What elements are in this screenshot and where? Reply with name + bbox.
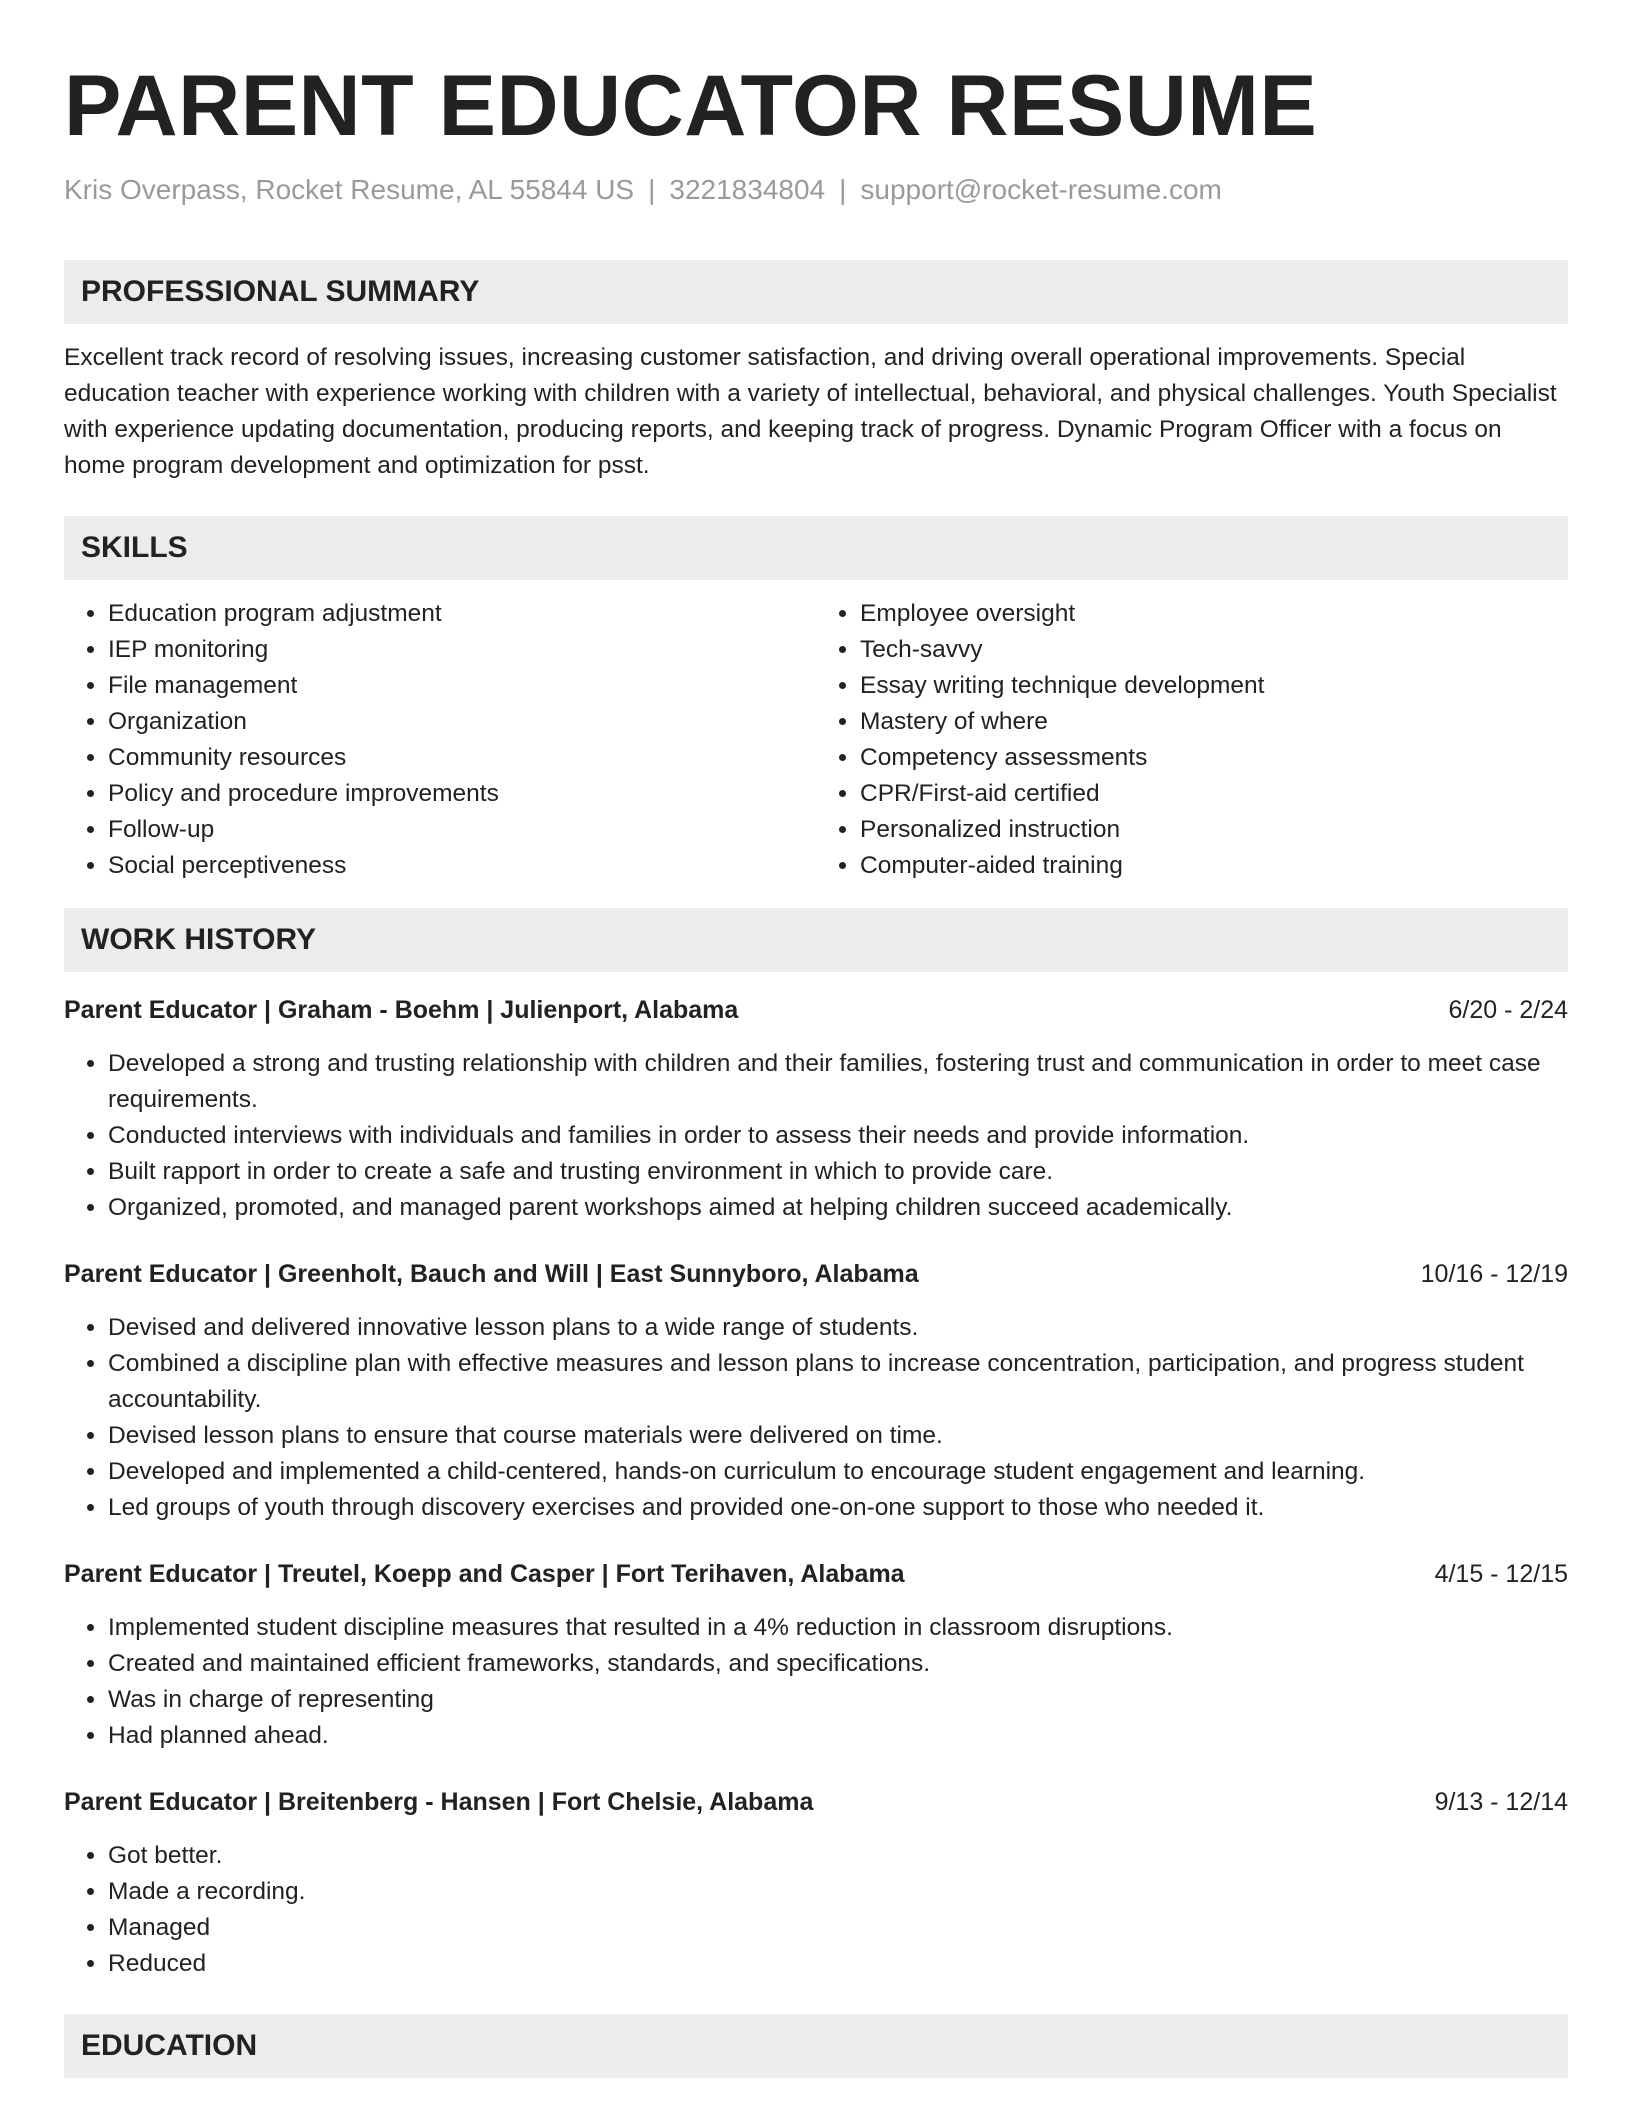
professional-summary-text: Excellent track record of resolving issues, increasing customer satisfaction, and driving overall operational improvements. Special education teacher with experience working with children with a variety of intellectual, behavioral, and physical challenges. Youth Specialist with experience updating documentation, producing reports, and keeping track of progress. Dynamic Program Officer with a focus on home program development and optimization for psst. [64, 344, 1557, 479]
job-bullet: • Built rapport in order to create a safe and trusting environment in which to provide care. [108, 1154, 1568, 1190]
skill-item: • Social perceptiveness [108, 848, 816, 884]
contact-email: support@rocket-resume.com [860, 174, 1222, 205]
skill-item: • File management [108, 668, 816, 704]
job-bullets [64, 1310, 1568, 1526]
job-bullet: • Devised lesson plans to ensure that course materials were delivered on time. [108, 1418, 1568, 1454]
job-dates: 10/16 - 12/19 [1420, 1260, 1568, 1288]
job-bullet: • Made a recording. [108, 1874, 1568, 1910]
job-header [64, 1784, 1568, 1820]
job-bullet: • Devised and delivered innovative lesson plans to a wide range of students. [108, 1310, 1568, 1346]
job-entry [64, 1556, 1568, 1754]
job-entry [64, 992, 1568, 1226]
job-dates: 9/13 - 12/14 [1434, 1788, 1568, 1816]
job-bullet: • Organized, promoted, and managed parent workshops aimed at helping children succeed academically. [108, 1190, 1568, 1226]
job-bullet: • Implemented student discipline measures that resulted in a 4% reduction in classroom disruptions. [108, 1610, 1568, 1646]
job-title: Parent Educator | Graham - Boehm | Julienport, Alabama [64, 996, 739, 1024]
skill-item: • Follow-up [108, 812, 816, 848]
resume-title: PARENT EDUCATOR RESUME [64, 58, 1318, 154]
contact-line [64, 170, 1568, 210]
job-title: Parent Educator | Breitenberg - Hansen | Fort Chelsie, Alabama [64, 1788, 814, 1816]
job-bullet: • Got better. [108, 1838, 1568, 1874]
contact-address: Kris Overpass, Rocket Resume, AL 55844 US [64, 174, 635, 205]
job-dates: 4/15 - 12/15 [1434, 1560, 1568, 1588]
job-bullet: • Had planned ahead. [108, 1718, 1568, 1754]
job-bullets [64, 1610, 1568, 1754]
job-header [64, 1256, 1568, 1292]
job-header [64, 992, 1568, 1028]
job-bullets [64, 1046, 1568, 1226]
skill-item: • Tech-savvy [860, 632, 1568, 668]
skills-heading: SKILLS [64, 516, 1568, 580]
job-header [64, 1556, 1568, 1592]
skill-item: • Mastery of where [860, 704, 1568, 740]
skill-item: • Organization [108, 704, 816, 740]
work-history-heading: WORK HISTORY [64, 908, 1568, 972]
job-entry [64, 1256, 1568, 1526]
skill-item: • Community resources [108, 740, 816, 776]
job-bullet: • Developed a strong and trusting relationship with children and their families, fostering trust and communication in order to meet case requirements. [108, 1046, 1568, 1118]
skill-item: • CPR/First-aid certified [860, 776, 1568, 812]
job-entry [64, 1784, 1568, 1982]
job-bullet: • Reduced [108, 1946, 1568, 1982]
job-title: Parent Educator | Greenholt, Bauch and Will | East Sunnyboro, Alabama [64, 1260, 919, 1288]
skill-item: • Policy and procedure improvements [108, 776, 816, 812]
contact-separator: | [839, 174, 847, 205]
job-bullet: • Managed [108, 1910, 1568, 1946]
job-bullets [64, 1838, 1568, 1982]
contact-separator: | [648, 174, 656, 205]
skill-item: • Employee oversight [860, 596, 1568, 632]
skill-item: • Essay writing technique development [860, 668, 1568, 704]
skill-item: • Education program adjustment [108, 596, 816, 632]
skill-item: • Personalized instruction [860, 812, 1568, 848]
job-bullet: • Combined a discipline plan with effective measures and lesson plans to increase concentration, participation, and progress student accountability. [108, 1346, 1568, 1418]
contact-phone: 3221834804 [669, 174, 826, 205]
job-bullet: • Developed and implemented a child-centered, hands-on curriculum to encourage student engagement and learning. [108, 1454, 1568, 1490]
skill-item: • Computer-aided training [860, 848, 1568, 884]
job-bullet: • Conducted interviews with individuals and families in order to assess their needs and provide information. [108, 1118, 1568, 1154]
job-title: Parent Educator | Treutel, Koepp and Casper | Fort Terihaven, Alabama [64, 1560, 905, 1588]
job-bullet: • Led groups of youth through discovery exercises and provided one-on-one support to those who needed it. [108, 1490, 1568, 1526]
skills-column-left [64, 596, 816, 884]
education-heading: EDUCATION [64, 2014, 1568, 2078]
skill-item: • IEP monitoring [108, 632, 816, 668]
skills-list [64, 596, 1568, 884]
job-bullet: • Created and maintained efficient frameworks, standards, and specifications. [108, 1646, 1568, 1682]
skill-item: • Competency assessments [860, 740, 1568, 776]
job-dates: 6/20 - 2/24 [1448, 996, 1568, 1024]
professional-summary-heading: PROFESSIONAL SUMMARY [64, 260, 1568, 324]
skills-column-right [816, 596, 1568, 884]
job-bullet: • Was in charge of representing [108, 1682, 1568, 1718]
